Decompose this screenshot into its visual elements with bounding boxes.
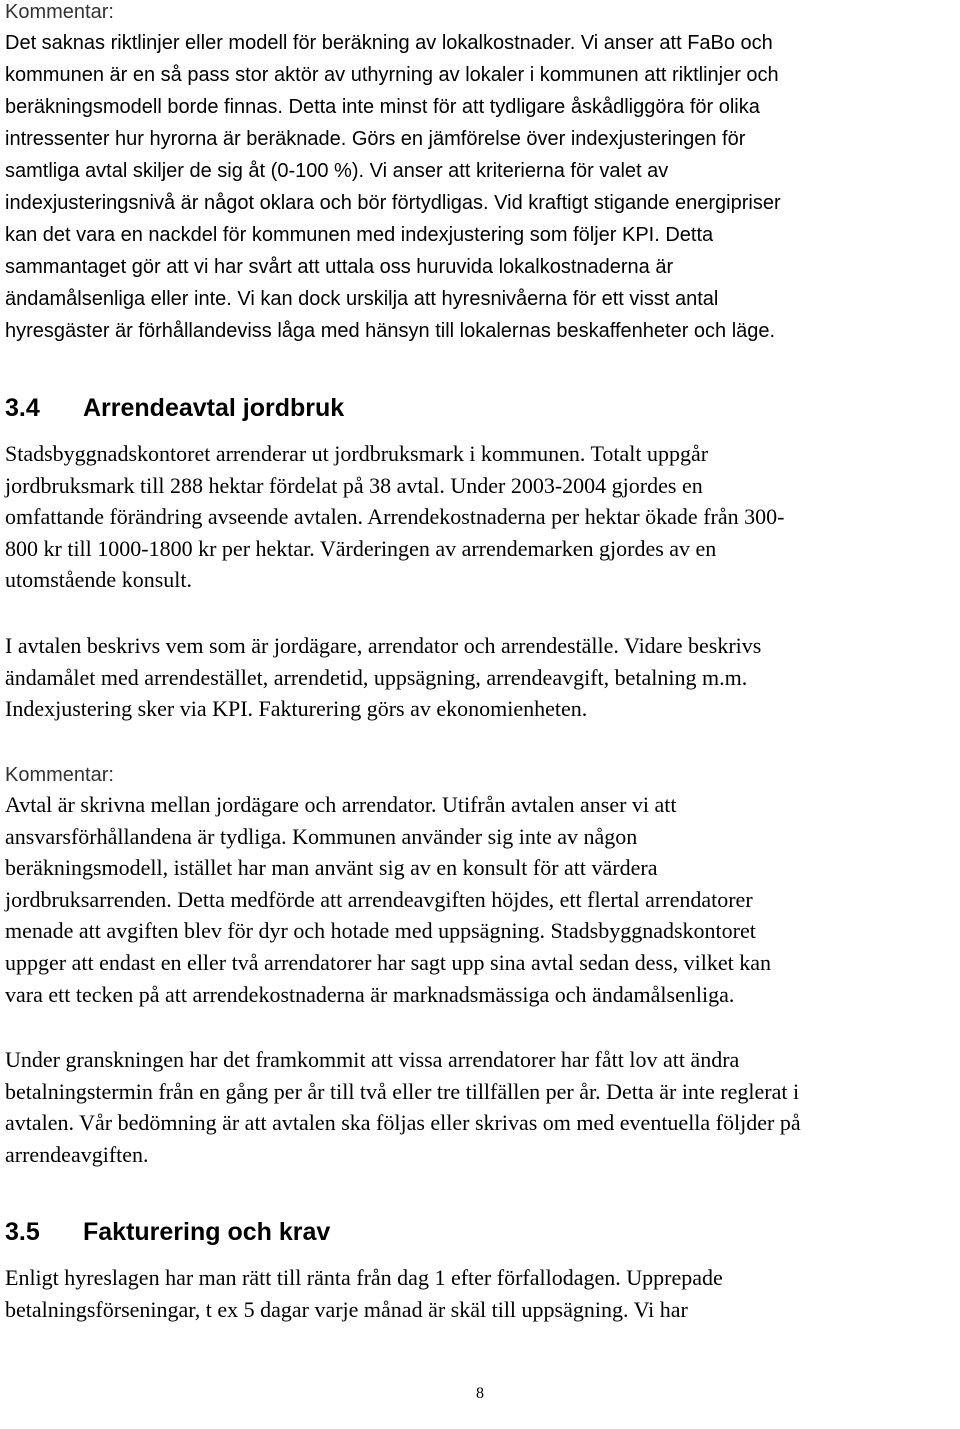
text-line: samtliga avtal skiljer de sig åt (0-100 %). Vi anser att kriterierna för valet av (5, 160, 669, 182)
text-line: Enligt hyreslagen har man rätt till ränta från dag 1 efter förfallodagen. Upprepade (5, 1265, 723, 1290)
section-heading (5, 392, 960, 424)
text-line: ansvarsförhållandena är tydliga. Kommunen använder sig inte av någon (5, 823, 638, 849)
page-number: 8 (476, 1385, 484, 1402)
text-line: menade att avgiften blev för dyr och hotade med uppsägning. Stadsbyggnadskontoret (5, 918, 756, 944)
text-line: arrendeavgiften. (5, 1141, 149, 1167)
text-line: jordbruksarrenden. Detta medförde att arrendeavgiften höjdes, ett flertal arrendatorer (5, 886, 753, 912)
text-line: ändamålsenliga eller inte. Vi kan dock urskilja att hyresnivåerna för ett visst antal (5, 288, 719, 310)
section-number: 3.4 (5, 394, 40, 422)
section-heading (5, 1216, 960, 1248)
text-line: indexjusteringsnivå är något oklara och bör förtydligas. Vid kraftigt stigande energipriser (5, 192, 781, 214)
comment-paragraph (5, 27, 960, 347)
section-number: 3.5 (5, 1218, 40, 1246)
text-line: ändamålet med arrendestället, arrendetid, uppsägning, arrendeavgift, betalning m.m. (5, 664, 748, 690)
text-line: Stadsbyggnadskontoret arrenderar ut jordbruksmark i kommunen. Totalt uppgår (5, 441, 709, 466)
comment-label: Kommentar: (5, 764, 114, 786)
text-line: 800 kr till 1000-1800 kr per hektar. Värderingen av arrendemarken gjordes av en (5, 535, 717, 561)
text-line: betalningstermin från en gång per år till två eller tre tillfällen per år. Detta är inte reglerat i (5, 1078, 800, 1104)
text-line: Avtal är skrivna mellan jordägare och arrendator. Utifrån avtalen anser vi att (5, 792, 677, 817)
section-title: Fakturering och krav (83, 1218, 331, 1246)
text-line: utomstående konsult. (5, 567, 192, 593)
text-line: jordbruksmark till 288 hektar fördelat på 38 avtal. Under 2003-2004 gjordes en (5, 472, 703, 498)
text-line: I avtalen beskrivs vem som är jordägare, arrendator och arrendeställe. Vidare beskrivs (5, 633, 762, 658)
text-line: omfattande förändring avseende avtalen. Arrendekostnaderna per hektar ökade från 300- (5, 504, 785, 530)
text-line: kan det vara en nackdel för kommunen med indexjustering som följer KPI. Detta (5, 224, 714, 246)
text-line: beräkningsmodell, istället har man använt sig av en konsult för att värdera (5, 855, 658, 881)
text-line: sammantaget gör att vi har svårt att uttala oss huruvida lokalkostnaderna är (5, 256, 674, 278)
text-line: intressenter hur hyrorna är beräknade. Görs en jämförelse över indexjusteringen för (5, 128, 746, 150)
section-title: Arrendeavtal jordbruk (83, 394, 345, 422)
body-paragraph (5, 630, 960, 725)
text-line: beräkningsmodell borde finnas. Detta inte minst för att tydligare åskådliggöra för olika (5, 96, 760, 118)
text-line: Det saknas riktlinjer eller modell för beräkning av lokalkostnader. Vi anser att FaBo och (5, 32, 773, 54)
text-line: Under granskningen har det framkommit att vissa arrendatorer har fått lov att ändra (5, 1047, 740, 1072)
text-line: hyresgäster är förhållandeviss låga med hänsyn till lokalernas beskaffenheter och läge. (5, 320, 776, 342)
text-line: Indexjustering sker via KPI. Fakturering görs av ekonomienheten. (5, 696, 588, 722)
text-line: avtalen. Vår bedömning är att avtalen ska följas eller skrivas om med eventuella följder på (5, 1110, 801, 1136)
text-line: uppger att endast en eller två arrendatorer har sagt upp sina avtal sedan dess, vilket kan (5, 949, 772, 975)
comment-label: Kommentar: (5, 1, 114, 23)
comment-paragraph (5, 789, 960, 1010)
text-line: kommunen är en så pass stor aktör av uthyrning av lokaler i kommunen att riktlinjer och (5, 64, 779, 86)
comment-paragraph (5, 1044, 960, 1170)
text-line: betalningsförseningar, t ex 5 dagar varje månad är skäl till uppsägning. Vi har (5, 1296, 688, 1322)
body-paragraph (5, 1262, 960, 1325)
body-paragraph (5, 438, 960, 596)
text-line: vara ett tecken på att arrendekostnaderna är marknadsmässiga och ändamålsenliga. (5, 981, 735, 1007)
